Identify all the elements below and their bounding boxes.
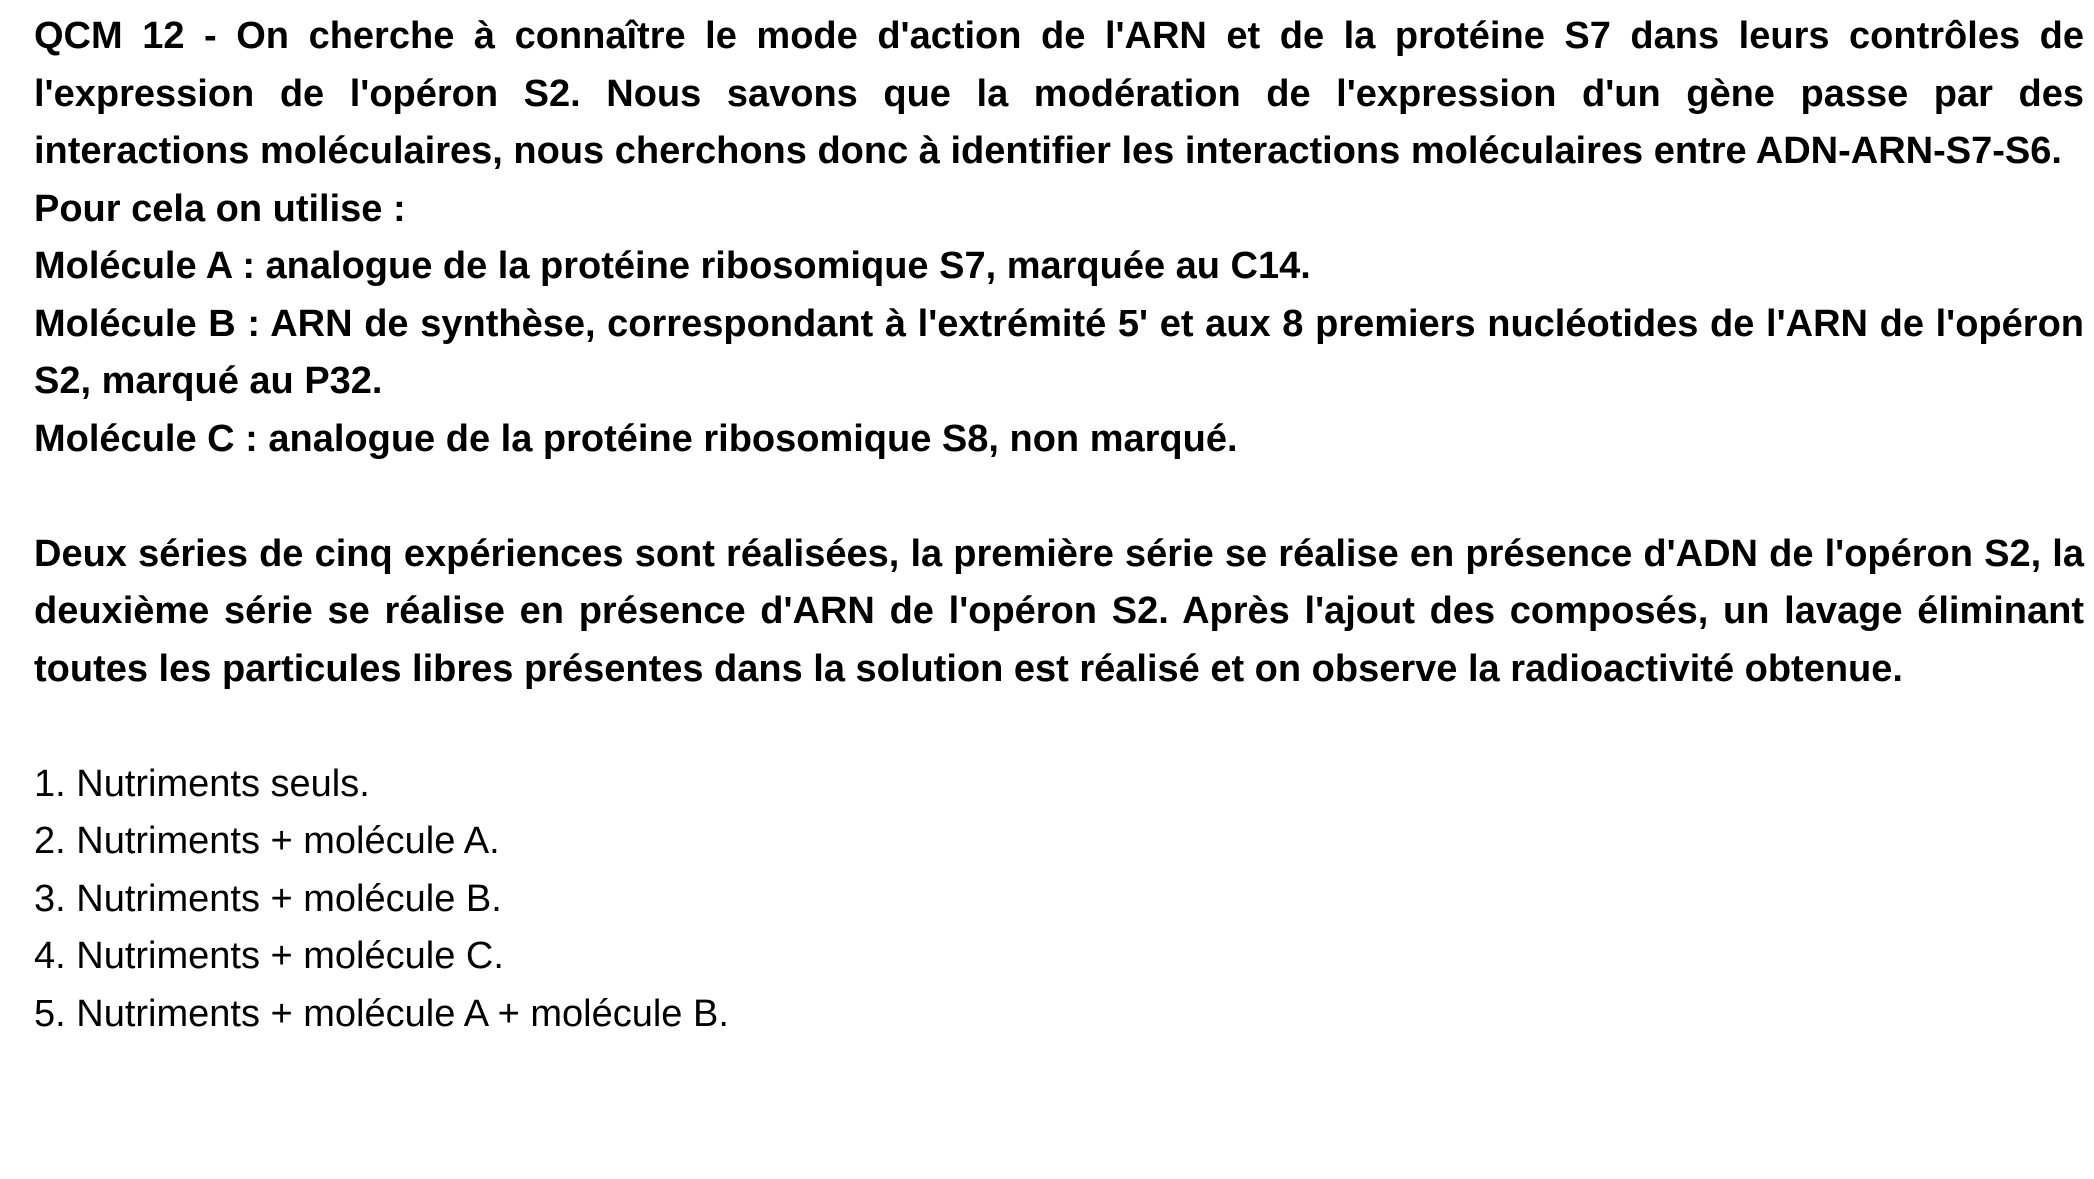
usage-label: Pour cela on utilise : <box>34 187 406 230</box>
molecule-b-description: Molécule B : ARN de synthèse, correspondant à l'extrémité 5' et aux 8 premiers nucléotides de l'ARN de l'opéron S2, marqué au P32. <box>34 302 2084 402</box>
condition-item: 3. Nutriments + molécule B. <box>34 877 502 920</box>
condition-item: 1. Nutriments seuls. <box>34 762 370 805</box>
spacer <box>34 698 2084 756</box>
question-intro: QCM 12 - On cherche à connaître le mode d'action de l'ARN et de la protéine S7 dans leurs contrôles de l'expression de l'opéron S2. Nous savons que la modération de l'expression d'un gène passe par des interactions moléculaires, nous cherchons donc à identifier les interactions moléculaires entre ADN-ARN-S7-S6. <box>34 15 2084 172</box>
conditions-list <box>34 756 2084 1044</box>
spacer <box>34 468 2084 526</box>
condition-item: 5. Nutriments + molécule A + molécule B. <box>34 992 729 1035</box>
experiments-description: Deux séries de cinq expériences sont réalisées, la première série se réalise en présence d'ADN de l'opéron S2, la deuxième série se réalise en présence d'ARN de l'opéron S2. Après l'ajout des composés, un lavage éliminant toutes les particules libres présentes dans la solution est réalisé et on observe la radioactivité obtenue. <box>34 532 2084 690</box>
qcm-document <box>34 8 2084 1043</box>
molecule-a-description: Molécule A : analogue de la protéine ribosomique S7, marquée au C14. <box>34 245 1311 287</box>
condition-item: 2. Nutriments + molécule A. <box>34 820 500 862</box>
condition-item: 4. Nutriments + molécule C. <box>34 935 504 977</box>
molecule-c-description: Molécule C : analogue de la protéine ribosomique S8, non marqué. <box>34 417 1238 460</box>
